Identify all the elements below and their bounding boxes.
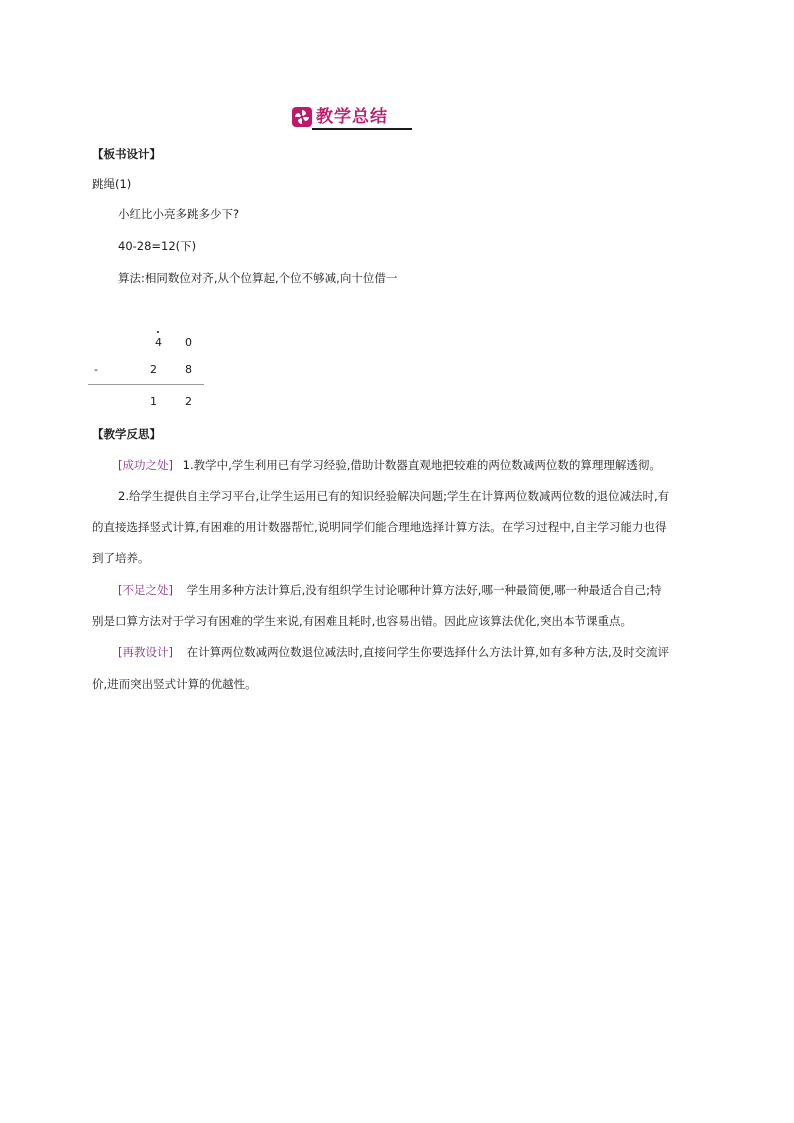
- section-header: [290, 104, 412, 130]
- deficiency-text-2: 别是口算方法对于学习有困难的学生来说,有困难且耗时,也容易出错。因此应该算法优化,突出本节课重点。: [92, 614, 632, 628]
- success-text-1: 1.教学中,学生利用已有学习经验,借助计数器直观地把较难的两位数减两位数的算理理解透彻。: [182, 458, 661, 472]
- question-text: 小红比小亮多跳多少下?: [118, 207, 240, 221]
- reflection-heading: 【教学反思】: [92, 427, 161, 441]
- redesign-tag: [再教设计]: [118, 645, 173, 659]
- minus-operator: -: [94, 363, 98, 376]
- success-text-4: 到了培养。: [92, 551, 150, 565]
- lesson-title: 跳绳(1): [92, 177, 132, 191]
- board-design-heading: 【板书设计】: [92, 147, 161, 161]
- result-tens-digit: 1: [150, 395, 157, 408]
- success-text-2: 2.给学生提供自主学习平台,让学生运用已有的知识经验解决问题;学生在计算两位数减两位数的退位减法时,有: [118, 489, 670, 503]
- algorithm-text: 算法:相同数位对齐,从个位算起,个位不够减,向十位借一: [118, 271, 398, 285]
- rotating-swirl-logo-icon: [292, 107, 312, 127]
- deficiency-tag: [不足之处]: [118, 583, 173, 597]
- equation-text: 40-28=12(下): [118, 239, 197, 253]
- result-ones-digit: 2: [185, 395, 192, 408]
- subtrahend-ones-digit: 8: [185, 363, 192, 376]
- redesign-paragraph-line1: [118, 644, 669, 660]
- subtrahend-tens-digit: 2: [150, 363, 157, 376]
- deficiency-paragraph-line1: [118, 582, 661, 598]
- redesign-text-1: 在计算两位数减两位数退位减法时,直接问学生你要选择什么方法计算,如有多种方法,及时交流评: [186, 645, 670, 659]
- deficiency-text-1: 学生用多种方法计算后,没有组织学生讨论哪种计算方法好,哪一种最简便,哪一种最适合自己;特: [186, 583, 662, 597]
- borrow-dot: [157, 331, 159, 333]
- success-text-3: 的直接选择竖式计算,有困难的用计数器帮忙,说明同学们能合理地选择计算方法。在学习过程中,自主学习能力也得: [92, 520, 667, 534]
- section-title: 教学总结: [316, 107, 388, 127]
- calculation-line: [88, 384, 204, 385]
- redesign-text-2: 价,进而突出竖式计算的优越性。: [92, 677, 257, 691]
- minuend-tens-digit: 4: [155, 336, 162, 349]
- title-underline: [312, 128, 412, 130]
- success-tag: [成功之处]: [118, 458, 173, 472]
- minuend-ones-digit: 0: [185, 336, 192, 349]
- success-paragraph-line1: [118, 457, 661, 473]
